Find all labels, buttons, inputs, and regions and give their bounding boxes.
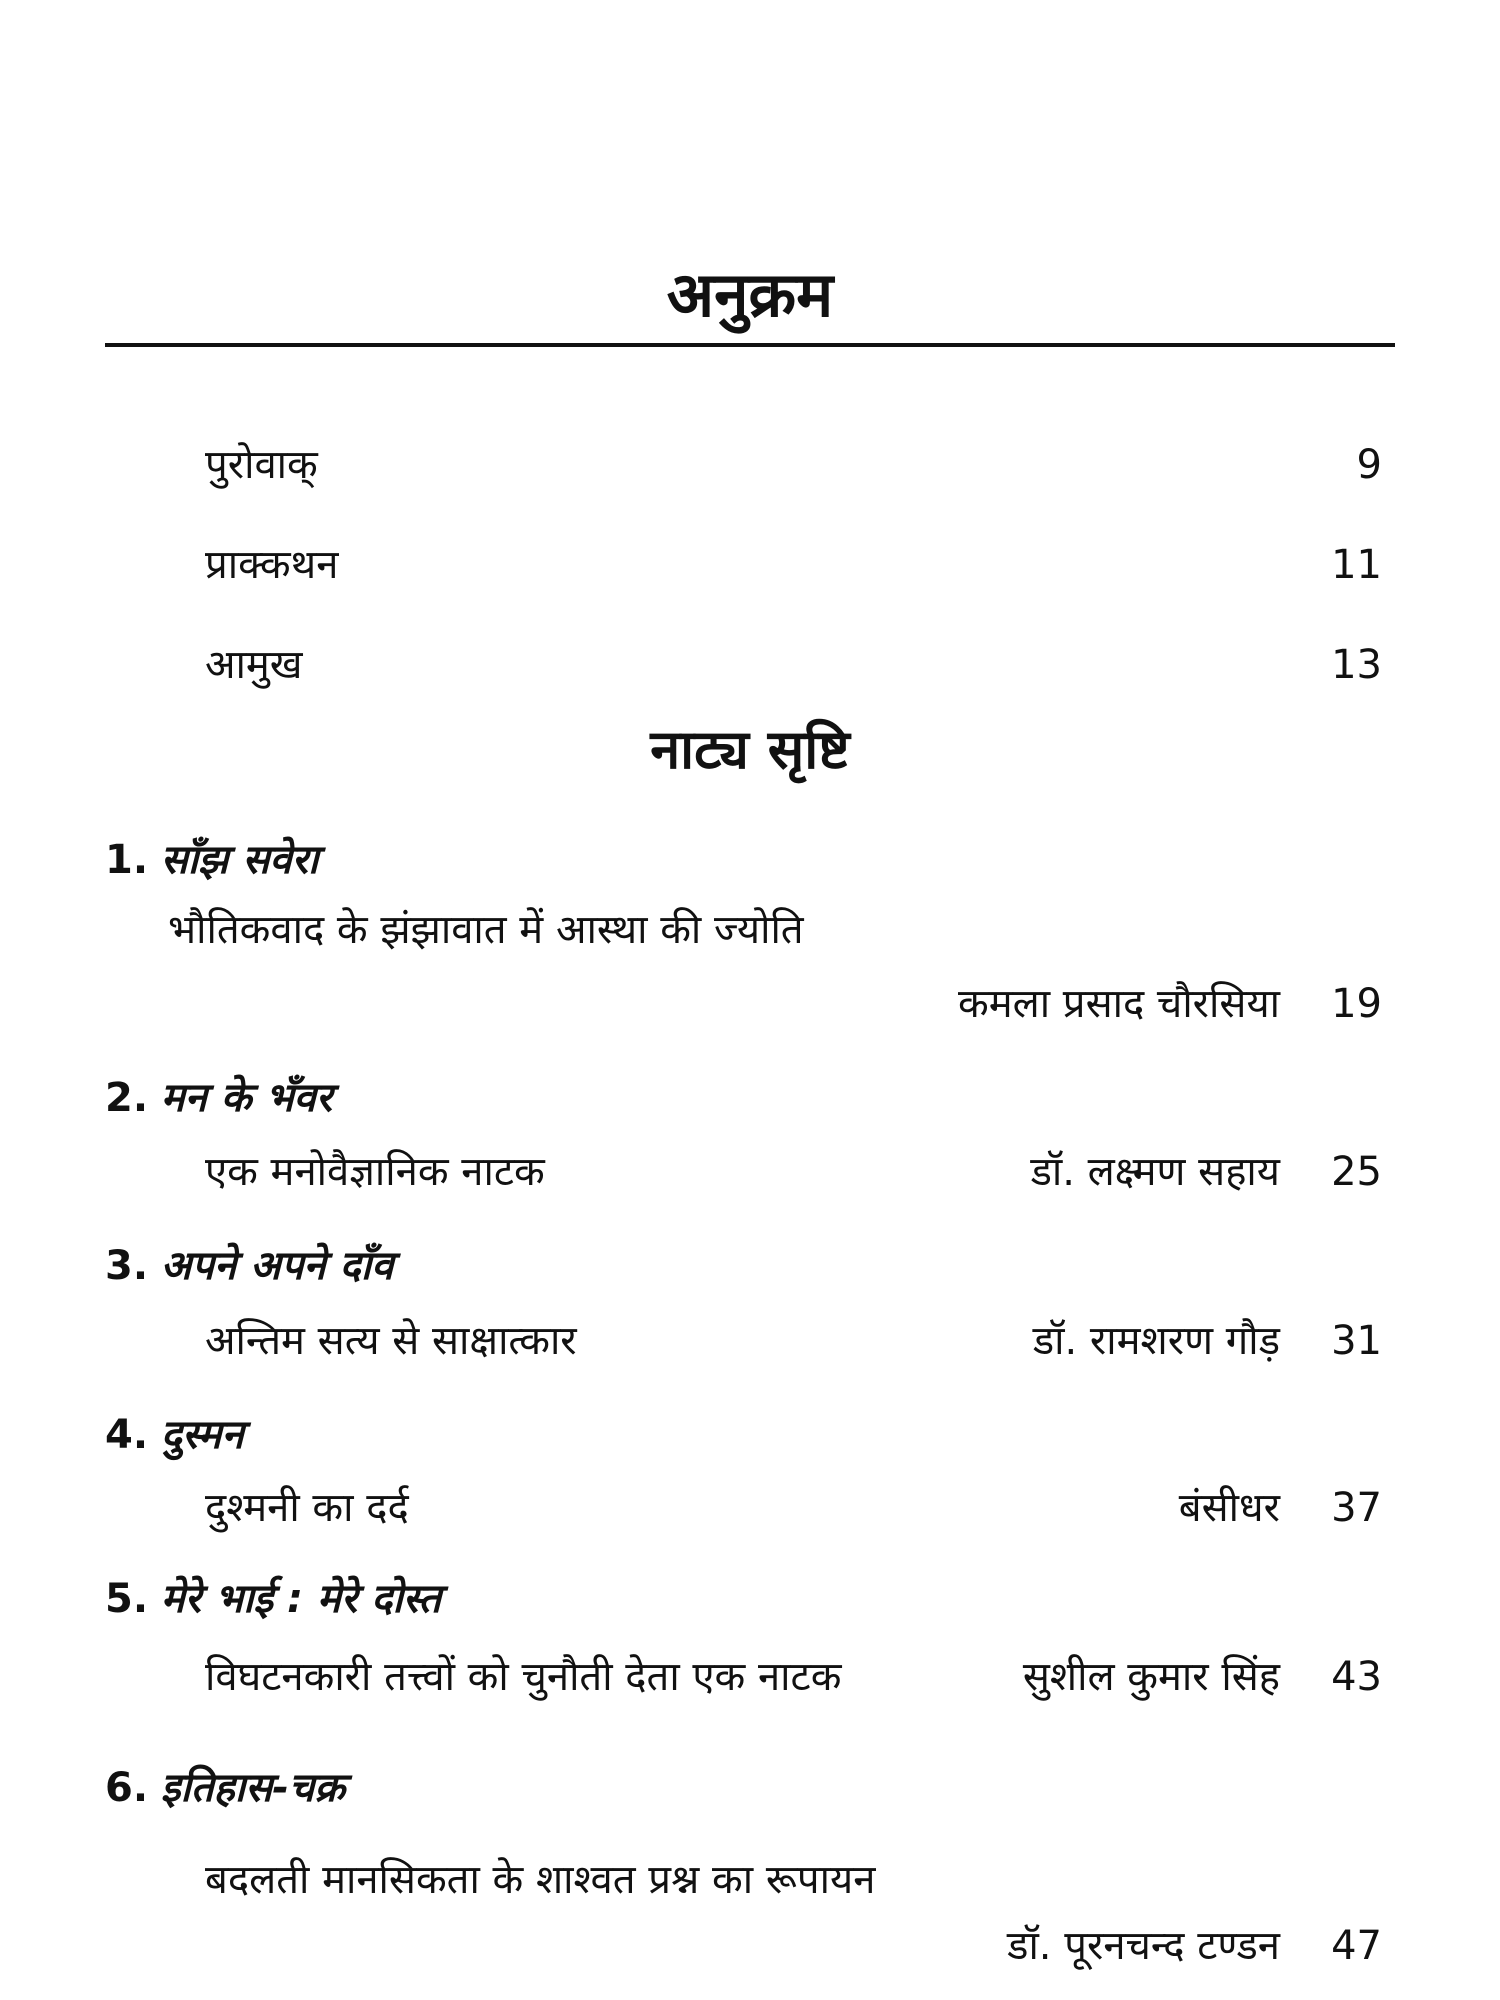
chapter-heading (105, 1407, 244, 1463)
front-matter-page: 11 (1331, 542, 1382, 588)
chapter-author: डॉ. लक्ष्मण सहाय (1030, 1149, 1280, 1195)
chapter-number: 3. (105, 1243, 149, 1289)
chapter-number: 2. (105, 1075, 149, 1121)
chapter-page: 47 (1331, 1923, 1382, 1969)
chapter-heading (105, 832, 318, 888)
chapter-author: डॉ. रामशरण गौड़ (1032, 1318, 1280, 1364)
chapter-heading (105, 1070, 332, 1126)
chapter-author: कमला प्रसाद चौरसिया (957, 981, 1280, 1027)
chapter-page: 25 (1331, 1149, 1382, 1195)
chapter-title: साँझ सवेरा (160, 837, 319, 883)
front-matter-label: आमुख (205, 642, 303, 688)
chapter-subtitle: भौतिकवाद के झंझावात में आस्था की ज्योति (168, 907, 804, 953)
front-matter-label: पुरोवाक् (205, 442, 318, 488)
front-matter-label: प्राक्कथन (205, 542, 339, 588)
section-title: नाट्य सृष्टि (650, 718, 850, 781)
chapter-heading (105, 1238, 393, 1294)
chapter-page: 31 (1331, 1318, 1382, 1364)
chapter-title: अपने अपने दाँव (160, 1243, 394, 1289)
title-rule (105, 343, 1395, 347)
chapter-number: 1. (105, 837, 149, 883)
chapter-title: मन के भँवर (160, 1075, 333, 1121)
front-matter-page: 9 (1356, 442, 1382, 488)
chapter-heading (105, 1760, 345, 1816)
page-title: अनुक्रम (666, 258, 834, 331)
chapter-title: इतिहास-चक्र (160, 1765, 345, 1811)
chapter-page: 19 (1331, 981, 1382, 1027)
chapter-subtitle: अन्तिम सत्य से साक्षात्कार (205, 1318, 577, 1364)
chapter-subtitle: एक मनोवैज्ञानिक नाटक (205, 1149, 545, 1195)
chapter-heading (105, 1571, 441, 1627)
chapter-page: 37 (1331, 1485, 1382, 1531)
chapter-title: दुस्मन (160, 1412, 244, 1458)
chapter-number: 5. (105, 1576, 149, 1622)
chapter-number: 6. (105, 1765, 149, 1811)
front-matter-page: 13 (1331, 642, 1382, 688)
chapter-title: मेरे भाई : मेरे दोस्त (160, 1576, 442, 1622)
chapter-subtitle: दुश्मनी का दर्द (205, 1485, 409, 1531)
chapter-number: 4. (105, 1412, 149, 1458)
chapter-subtitle: बदलती मानसिकता के शाश्वत प्रश्न का रूपायन (205, 1857, 876, 1903)
chapter-author: सुशील कुमार सिंह (1022, 1654, 1280, 1700)
chapter-subtitle: विघटनकारी तत्त्वों को चुनौती देता एक नाटक (205, 1654, 842, 1700)
chapter-author: डॉ. पूरनचन्द टण्डन (1007, 1923, 1280, 1969)
chapter-author: बंसीधर (1178, 1485, 1280, 1531)
chapter-page: 43 (1331, 1654, 1382, 1700)
